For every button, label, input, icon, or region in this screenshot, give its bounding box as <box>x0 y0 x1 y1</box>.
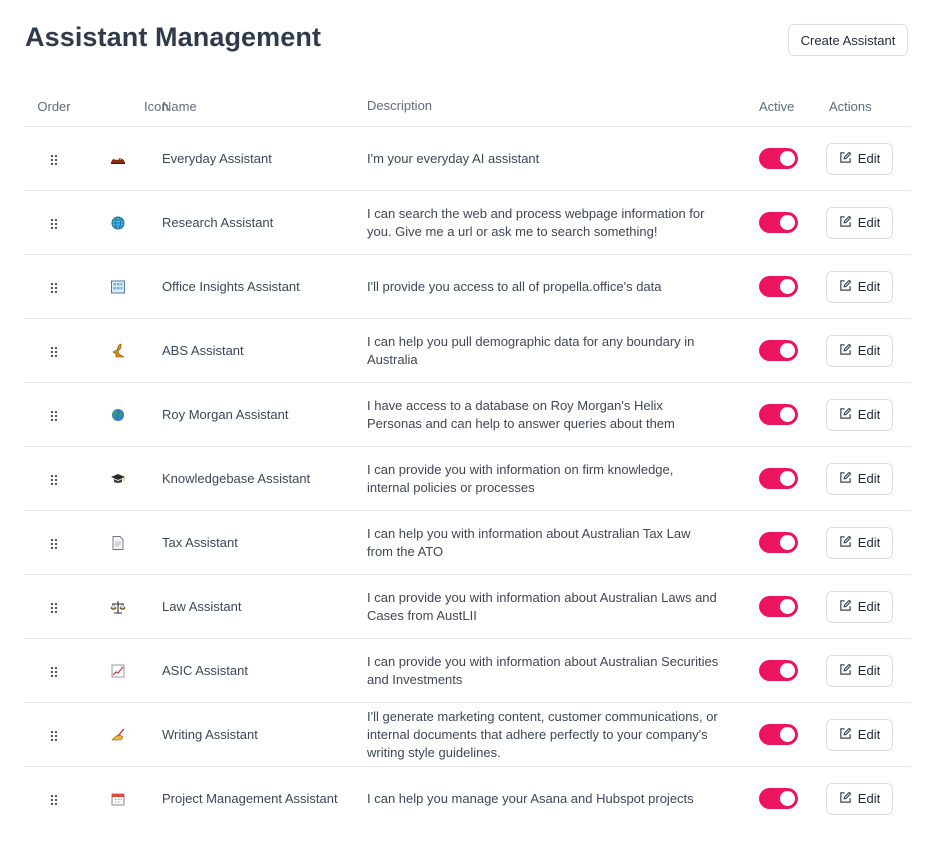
drag-handle[interactable] <box>24 511 84 575</box>
assistant-name: ABS Assistant <box>162 319 367 383</box>
table-row <box>24 447 911 511</box>
assistant-description: I'm your everyday AI assistant <box>367 127 759 191</box>
drag-handle[interactable] <box>24 127 84 191</box>
scales-icon <box>110 598 126 613</box>
toggle-knob <box>780 535 795 550</box>
assistant-name: Tax Assistant <box>162 511 367 575</box>
drag-handle[interactable] <box>24 383 84 447</box>
assistant-icon-cell <box>84 191 162 255</box>
active-cell <box>759 319 826 383</box>
assistant-description: I'll generate marketing content, customer communications, or internal documents that adhere perfectly to your company's writing style guidelines. <box>367 703 759 767</box>
actions-cell <box>826 383 911 447</box>
assistant-name: Project Management Assistant <box>162 791 338 806</box>
table-row <box>24 255 911 319</box>
active-toggle[interactable] <box>759 340 798 361</box>
toggle-knob <box>780 727 795 742</box>
active-cell <box>759 383 826 447</box>
edit-button[interactable] <box>826 271 893 303</box>
assistant-description: I can provide you with information about Australian Securities and Investments <box>367 639 759 703</box>
edit-label: Edit <box>857 663 881 678</box>
edit-label: Edit <box>857 215 881 230</box>
assistant-description: I can provide you with information on firm knowledge, internal policies or processes <box>367 447 759 511</box>
earth-icon <box>110 406 126 421</box>
active-toggle[interactable] <box>759 468 798 489</box>
edit-icon <box>839 279 852 295</box>
active-toggle[interactable] <box>759 276 798 297</box>
assistant-description: I can help you manage your Asana and Hubspot projects <box>367 790 694 806</box>
drag-handle-icon[interactable] <box>50 727 58 742</box>
toggle-knob <box>780 407 795 422</box>
table-row <box>24 191 911 255</box>
drag-handle-icon[interactable] <box>50 407 58 422</box>
drag-handle[interactable] <box>24 575 84 639</box>
edit-icon <box>839 791 852 807</box>
active-toggle[interactable] <box>759 532 798 553</box>
assistant-description: I have access to a database on Roy Morgan's Helix Personas and can help to answer queries about them <box>367 383 759 447</box>
edit-button[interactable] <box>826 207 893 239</box>
active-toggle[interactable] <box>759 724 798 745</box>
edit-label: Edit <box>857 727 881 742</box>
drag-handle-icon[interactable] <box>50 343 58 358</box>
toggle-knob <box>780 151 795 166</box>
edit-icon <box>839 151 852 167</box>
active-cell <box>759 639 826 703</box>
assistant-icon-cell <box>84 703 162 767</box>
column-header-order: Order <box>24 86 84 127</box>
edit-icon <box>839 407 852 423</box>
globe-icon <box>110 214 126 229</box>
edit-button[interactable] <box>826 783 893 815</box>
edit-label: Edit <box>857 791 881 806</box>
drag-handle-icon[interactable] <box>50 279 58 294</box>
graduation-cap-icon <box>110 470 126 485</box>
writing-hand-icon <box>110 726 126 741</box>
column-header-name: Name <box>162 86 367 127</box>
assistant-icon-cell <box>84 383 162 447</box>
assistant-name: Knowledgebase Assistant <box>162 447 367 511</box>
drag-handle[interactable] <box>24 191 84 255</box>
assistant-name: Writing Assistant <box>162 703 367 767</box>
active-cell <box>759 447 826 511</box>
drag-handle[interactable] <box>24 639 84 703</box>
edit-button[interactable] <box>826 399 893 431</box>
drag-handle-icon[interactable] <box>50 471 58 486</box>
active-cell <box>759 191 826 255</box>
active-toggle[interactable] <box>759 148 798 169</box>
actions-cell <box>826 319 911 383</box>
actions-cell <box>826 511 911 575</box>
active-toggle[interactable] <box>759 596 798 617</box>
assistant-description: I can help you with information about Australian Tax Law from the ATO <box>367 511 759 575</box>
assistant-icon-cell <box>84 639 162 703</box>
drag-handle[interactable] <box>24 447 84 511</box>
edit-button[interactable] <box>826 143 893 175</box>
edit-button[interactable] <box>826 527 893 559</box>
edit-label: Edit <box>857 535 881 550</box>
edit-icon <box>839 727 852 743</box>
active-toggle[interactable] <box>759 212 798 233</box>
assistant-icon-cell <box>84 575 162 639</box>
assistant-description: I can help you pull demographic data for any boundary in Australia <box>367 319 759 383</box>
edit-button[interactable] <box>826 335 893 367</box>
assistant-name: Office Insights Assistant <box>162 255 367 319</box>
toggle-knob <box>780 279 795 294</box>
actions-cell <box>826 767 911 831</box>
drag-handle[interactable] <box>24 767 84 831</box>
edit-label: Edit <box>857 279 881 294</box>
table-row <box>24 319 911 383</box>
edit-icon <box>839 471 852 487</box>
toggle-knob <box>780 663 795 678</box>
create-assistant-button[interactable]: Create Assistant <box>788 24 908 56</box>
edit-label: Edit <box>857 151 881 166</box>
active-cell <box>759 767 826 831</box>
assistant-name: Roy Morgan Assistant <box>162 383 367 447</box>
assistant-icon-cell <box>84 127 162 191</box>
edit-button[interactable] <box>826 591 893 623</box>
column-header-actions: Actions <box>826 86 911 127</box>
drag-handle[interactable] <box>24 255 84 319</box>
actions-cell <box>826 447 911 511</box>
calendar-icon <box>110 790 126 805</box>
edit-icon <box>839 535 852 551</box>
edit-button[interactable] <box>826 655 893 687</box>
edit-icon <box>839 663 852 679</box>
actions-cell <box>826 127 911 191</box>
drag-handle[interactable] <box>24 703 84 767</box>
table-row <box>24 703 911 767</box>
assistant-name: Research Assistant <box>162 191 367 255</box>
assistant-description: I can provide you with information about Australian Laws and Cases from AustLII <box>367 575 759 639</box>
edit-button[interactable] <box>826 719 893 751</box>
toggle-knob <box>780 343 795 358</box>
page-title: Assistant Management <box>25 22 322 52</box>
column-header-active: Active <box>759 86 826 127</box>
toggle-knob <box>780 599 795 614</box>
drag-handle-icon[interactable] <box>50 599 58 614</box>
active-cell <box>759 255 826 319</box>
edit-icon <box>839 215 852 231</box>
shoe-icon <box>110 150 126 165</box>
edit-label: Edit <box>857 599 881 614</box>
office-building-icon <box>110 278 126 293</box>
kangaroo-icon <box>110 342 126 357</box>
drag-handle-icon[interactable] <box>50 215 58 230</box>
document-icon <box>110 534 126 549</box>
edit-label: Edit <box>857 407 881 422</box>
assistant-name: ASIC Assistant <box>162 639 367 703</box>
drag-handle-icon[interactable] <box>50 791 58 806</box>
table-header-row <box>24 86 911 127</box>
table-row <box>24 383 911 447</box>
drag-handle-icon[interactable] <box>50 663 58 678</box>
assistant-description: I'll provide you access to all of propella.office's data <box>367 255 759 319</box>
chart-icon <box>110 662 126 677</box>
table-row <box>24 639 911 703</box>
toggle-knob <box>780 471 795 486</box>
active-cell <box>759 575 826 639</box>
active-toggle[interactable] <box>759 788 798 809</box>
edit-button[interactable] <box>826 463 893 495</box>
assistant-icon-cell <box>84 319 162 383</box>
assistant-icon-cell <box>84 767 162 831</box>
assistant-icon-cell <box>84 255 162 319</box>
edit-label: Edit <box>857 343 881 358</box>
actions-cell <box>826 639 911 703</box>
drag-handle-icon[interactable] <box>50 151 58 166</box>
assistant-description: I can search the web and process webpage information for you. Give me a url or ask me to search something! <box>367 191 759 255</box>
active-cell <box>759 703 826 767</box>
column-header-description: Description <box>367 86 759 127</box>
actions-cell <box>826 703 911 767</box>
assistants-table <box>24 86 911 830</box>
active-toggle[interactable] <box>759 404 798 425</box>
toggle-knob <box>780 791 795 806</box>
drag-handle-icon[interactable] <box>50 535 58 550</box>
toggle-knob <box>780 215 795 230</box>
edit-icon <box>839 343 852 359</box>
active-cell <box>759 511 826 575</box>
active-toggle[interactable] <box>759 660 798 681</box>
table-row <box>24 767 911 831</box>
column-header-icon: Icon <box>84 86 162 127</box>
edit-label: Edit <box>857 471 881 486</box>
table-row <box>24 127 911 191</box>
table-row <box>24 511 911 575</box>
edit-icon <box>839 599 852 615</box>
assistant-name: Everyday Assistant <box>162 127 367 191</box>
assistant-icon-cell <box>84 447 162 511</box>
actions-cell <box>826 575 911 639</box>
assistant-name: Law Assistant <box>162 575 367 639</box>
actions-cell <box>826 255 911 319</box>
table-row <box>24 575 911 639</box>
actions-cell <box>826 191 911 255</box>
assistant-icon-cell <box>84 511 162 575</box>
active-cell <box>759 127 826 191</box>
drag-handle[interactable] <box>24 319 84 383</box>
